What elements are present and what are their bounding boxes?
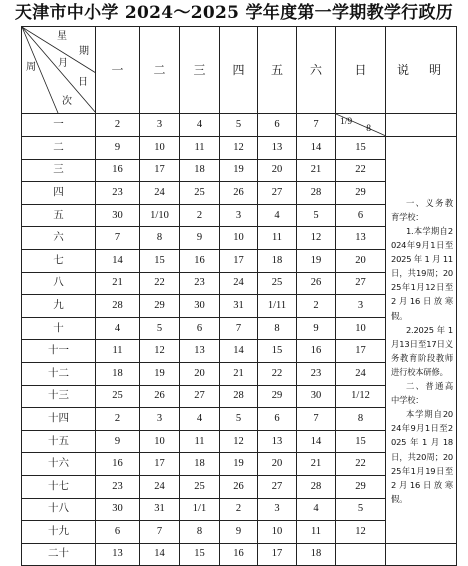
weekday-header: 六 [297, 27, 336, 114]
date-cell: 14 [140, 543, 180, 566]
date-cell: 14 [96, 249, 140, 272]
date-cell: 9 [220, 521, 258, 544]
date-cell: 28 [297, 475, 336, 498]
date-cell: 4 [258, 204, 297, 227]
date-cell: 10 [140, 137, 180, 160]
date-cell: 12 [220, 137, 258, 160]
week-number-cell: 九 [22, 295, 96, 318]
date-cell: 14 [220, 340, 258, 363]
date-cell: 15 [336, 430, 386, 453]
date-cell: 5 [220, 408, 258, 431]
date-cell: 3 [140, 408, 180, 431]
date-cell: 2 [180, 204, 220, 227]
date-cell: 2 [220, 498, 258, 521]
date-cell: 10 [258, 521, 297, 544]
date-cell: 24 [220, 272, 258, 295]
date-cell: 8 [258, 317, 297, 340]
date-cell: 11 [180, 430, 220, 453]
date-cell: 13 [96, 543, 140, 566]
date-cell: 25 [96, 385, 140, 408]
date-cell: 31 [220, 295, 258, 318]
week-number-cell: 十六 [22, 453, 96, 476]
note-paragraph: 本学期自2024年9月1日至2025年1月18日，共20周；2025年1月19日至2月16日放寒假。 [391, 409, 453, 504]
weekday-header: 二 [140, 27, 180, 114]
date-cell: 30 [297, 385, 336, 408]
date-cell: 17 [336, 340, 386, 363]
date-cell: 18 [180, 453, 220, 476]
date-cell: 30 [180, 295, 220, 318]
date-cell: 9 [180, 227, 220, 250]
date-cell: 29 [258, 385, 297, 408]
calendar-table [21, 26, 457, 566]
split-bottom-date: 8 [366, 124, 371, 134]
date-cell: 2 [96, 114, 140, 137]
date-cell: 21 [297, 159, 336, 182]
week-row [22, 543, 457, 566]
date-cell: 10 [336, 317, 386, 340]
weekday-header: 一 [96, 27, 140, 114]
date-cell: 7 [96, 227, 140, 250]
date-cell: 11 [180, 137, 220, 160]
corner-label-xing: 星 [57, 31, 67, 42]
date-cell: 22 [336, 159, 386, 182]
weekday-header: 三 [180, 27, 220, 114]
date-cell: 11 [297, 521, 336, 544]
date-cell: 8 [336, 408, 386, 431]
date-cell: 6 [96, 521, 140, 544]
date-cell: 26 [297, 272, 336, 295]
week-number-cell: 十一 [22, 340, 96, 363]
date-cell: 23 [96, 475, 140, 498]
date-cell: 19 [220, 159, 258, 182]
date-cell: 15 [180, 543, 220, 566]
date-cell: 28 [96, 295, 140, 318]
date-cell: 9 [96, 430, 140, 453]
date-cell: 8 [180, 521, 220, 544]
weekday-header: 四 [220, 27, 258, 114]
date-cell: 28 [220, 385, 258, 408]
date-cell: 1/10 [140, 204, 180, 227]
date-cell: 23 [96, 182, 140, 205]
date-cell: 21 [96, 272, 140, 295]
date-cell: 13 [336, 227, 386, 250]
date-cell: 6 [258, 408, 297, 431]
date-cell: 13 [258, 430, 297, 453]
date-cell: 19 [220, 453, 258, 476]
date-cell: 16 [96, 159, 140, 182]
date-cell: 26 [220, 182, 258, 205]
date-cell: 12 [140, 340, 180, 363]
split-top-date: 1/9 [340, 117, 353, 127]
date-cell: 26 [220, 475, 258, 498]
corner-label-zhou: 周 [26, 62, 36, 73]
date-cell: 22 [258, 362, 297, 385]
date-cell: 20 [336, 249, 386, 272]
note-paragraph: 一、义务教育学校： [391, 197, 453, 222]
date-cell: 22 [336, 453, 386, 476]
date-cell: 2 [297, 295, 336, 318]
date-cell: 1/1 [180, 498, 220, 521]
date-cell: 27 [336, 272, 386, 295]
week-number-cell: 十 [22, 317, 96, 340]
date-cell: 21 [297, 453, 336, 476]
date-cell: 16 [180, 249, 220, 272]
date-cell: 2 [96, 408, 140, 431]
week-number-cell: 二 [22, 137, 96, 160]
week-number-cell: 六 [22, 227, 96, 250]
corner-header-cell [22, 27, 96, 114]
notes-header: 说 明 [386, 27, 457, 114]
corner-label-ci: 次 [62, 96, 72, 107]
date-cell: 28 [297, 182, 336, 205]
date-cell: 4 [297, 498, 336, 521]
date-cell: 12 [336, 521, 386, 544]
week-number-cell: 七 [22, 249, 96, 272]
notes-empty-cell [386, 114, 457, 137]
date-cell: 3 [140, 114, 180, 137]
date-cell: 19 [140, 362, 180, 385]
date-cell: 4 [180, 408, 220, 431]
date-cell: 18 [258, 249, 297, 272]
date-cell: 20 [180, 362, 220, 385]
date-cell: 30 [96, 498, 140, 521]
date-cell: 24 [140, 475, 180, 498]
date-cell: 14 [297, 430, 336, 453]
week-number-cell: 四 [22, 182, 96, 205]
date-cell: 15 [336, 137, 386, 160]
date-cell: 25 [180, 182, 220, 205]
date-cell: 5 [336, 498, 386, 521]
date-cell: 27 [180, 385, 220, 408]
date-cell: 25 [258, 272, 297, 295]
week-number-cell: 十八 [22, 498, 96, 521]
week-number-cell: 五 [22, 204, 96, 227]
date-cell: 5 [140, 317, 180, 340]
date-cell: 3 [220, 204, 258, 227]
week-number-cell: 十九 [22, 521, 96, 544]
date-cell: 24 [140, 182, 180, 205]
date-cell: 26 [140, 385, 180, 408]
notes-cell [386, 137, 457, 544]
date-cell: 17 [258, 543, 297, 566]
date-cell: 13 [258, 137, 297, 160]
date-cell: 18 [297, 543, 336, 566]
week-number-cell: 十七 [22, 475, 96, 498]
date-cell: 16 [220, 543, 258, 566]
week-number-cell: 二十 [22, 543, 96, 566]
week-row [22, 114, 457, 137]
date-cell: 7 [297, 114, 336, 137]
page-title: 天津市中小学 2024～2025 学年度第一学期教学行政历 [14, 3, 454, 23]
week-number-cell: 十三 [22, 385, 96, 408]
date-cell: 8 [140, 227, 180, 250]
date-cell: 10 [220, 227, 258, 250]
note-paragraph: 2.2025年1月13日至17日义务教育阶段教师进行校本研修。 [391, 324, 453, 377]
date-cell: 5 [297, 204, 336, 227]
date-cell: 20 [258, 159, 297, 182]
header-row [22, 27, 457, 114]
date-cell-split [336, 114, 386, 137]
corner-label-ri: 日 [78, 77, 88, 88]
week-number-cell: 一 [22, 114, 96, 137]
weekday-header: 日 [336, 27, 386, 114]
week-number-cell: 三 [22, 159, 96, 182]
corner-label-yue: 月 [58, 58, 68, 69]
date-cell: 17 [220, 249, 258, 272]
weekday-header: 五 [258, 27, 297, 114]
date-cell: 29 [336, 182, 386, 205]
date-cell: 14 [297, 137, 336, 160]
date-cell: 17 [140, 159, 180, 182]
date-cell: 29 [336, 475, 386, 498]
date-cell: 4 [180, 114, 220, 137]
date-cell: 13 [180, 340, 220, 363]
date-cell: 20 [258, 453, 297, 476]
note-paragraph: 二、普通高中学校： [391, 381, 453, 406]
date-cell: 7 [220, 317, 258, 340]
date-cell: 16 [96, 453, 140, 476]
date-cell: 18 [180, 159, 220, 182]
notes-empty-cell [386, 543, 457, 566]
date-cell: 31 [140, 498, 180, 521]
date-cell [336, 543, 386, 566]
week-number-cell: 十五 [22, 430, 96, 453]
date-cell: 25 [180, 475, 220, 498]
date-cell: 4 [96, 317, 140, 340]
week-number-cell: 八 [22, 272, 96, 295]
date-cell: 18 [96, 362, 140, 385]
date-cell: 19 [297, 249, 336, 272]
note-paragraph: 1.本学期自2024年9月1日至2025年1月11日，共19周；2025年1月12日至2月16日放寒假。 [391, 226, 453, 321]
date-cell: 3 [336, 295, 386, 318]
date-cell: 17 [140, 453, 180, 476]
date-cell: 24 [336, 362, 386, 385]
date-cell: 1/11 [258, 295, 297, 318]
date-cell: 9 [96, 137, 140, 160]
date-cell: 11 [258, 227, 297, 250]
date-cell: 30 [96, 204, 140, 227]
date-cell: 27 [258, 182, 297, 205]
week-number-cell: 十四 [22, 408, 96, 431]
date-cell: 6 [180, 317, 220, 340]
week-row [22, 137, 457, 160]
date-cell: 10 [140, 430, 180, 453]
date-cell: 7 [140, 521, 180, 544]
date-cell: 6 [258, 114, 297, 137]
date-cell: 1/12 [336, 385, 386, 408]
date-cell: 5 [220, 114, 258, 137]
date-cell: 3 [258, 498, 297, 521]
date-cell: 6 [336, 204, 386, 227]
date-cell: 29 [140, 295, 180, 318]
date-cell: 16 [297, 340, 336, 363]
corner-label-qi: 期 [79, 46, 89, 57]
date-cell: 22 [140, 272, 180, 295]
date-cell: 12 [297, 227, 336, 250]
date-cell: 7 [297, 408, 336, 431]
notes-text [386, 174, 456, 506]
date-cell: 9 [297, 317, 336, 340]
date-cell: 15 [258, 340, 297, 363]
date-cell: 11 [96, 340, 140, 363]
date-cell: 23 [297, 362, 336, 385]
date-cell: 27 [258, 475, 297, 498]
date-cell: 15 [140, 249, 180, 272]
date-cell: 21 [220, 362, 258, 385]
week-number-cell: 十二 [22, 362, 96, 385]
date-cell: 23 [180, 272, 220, 295]
date-cell: 12 [220, 430, 258, 453]
